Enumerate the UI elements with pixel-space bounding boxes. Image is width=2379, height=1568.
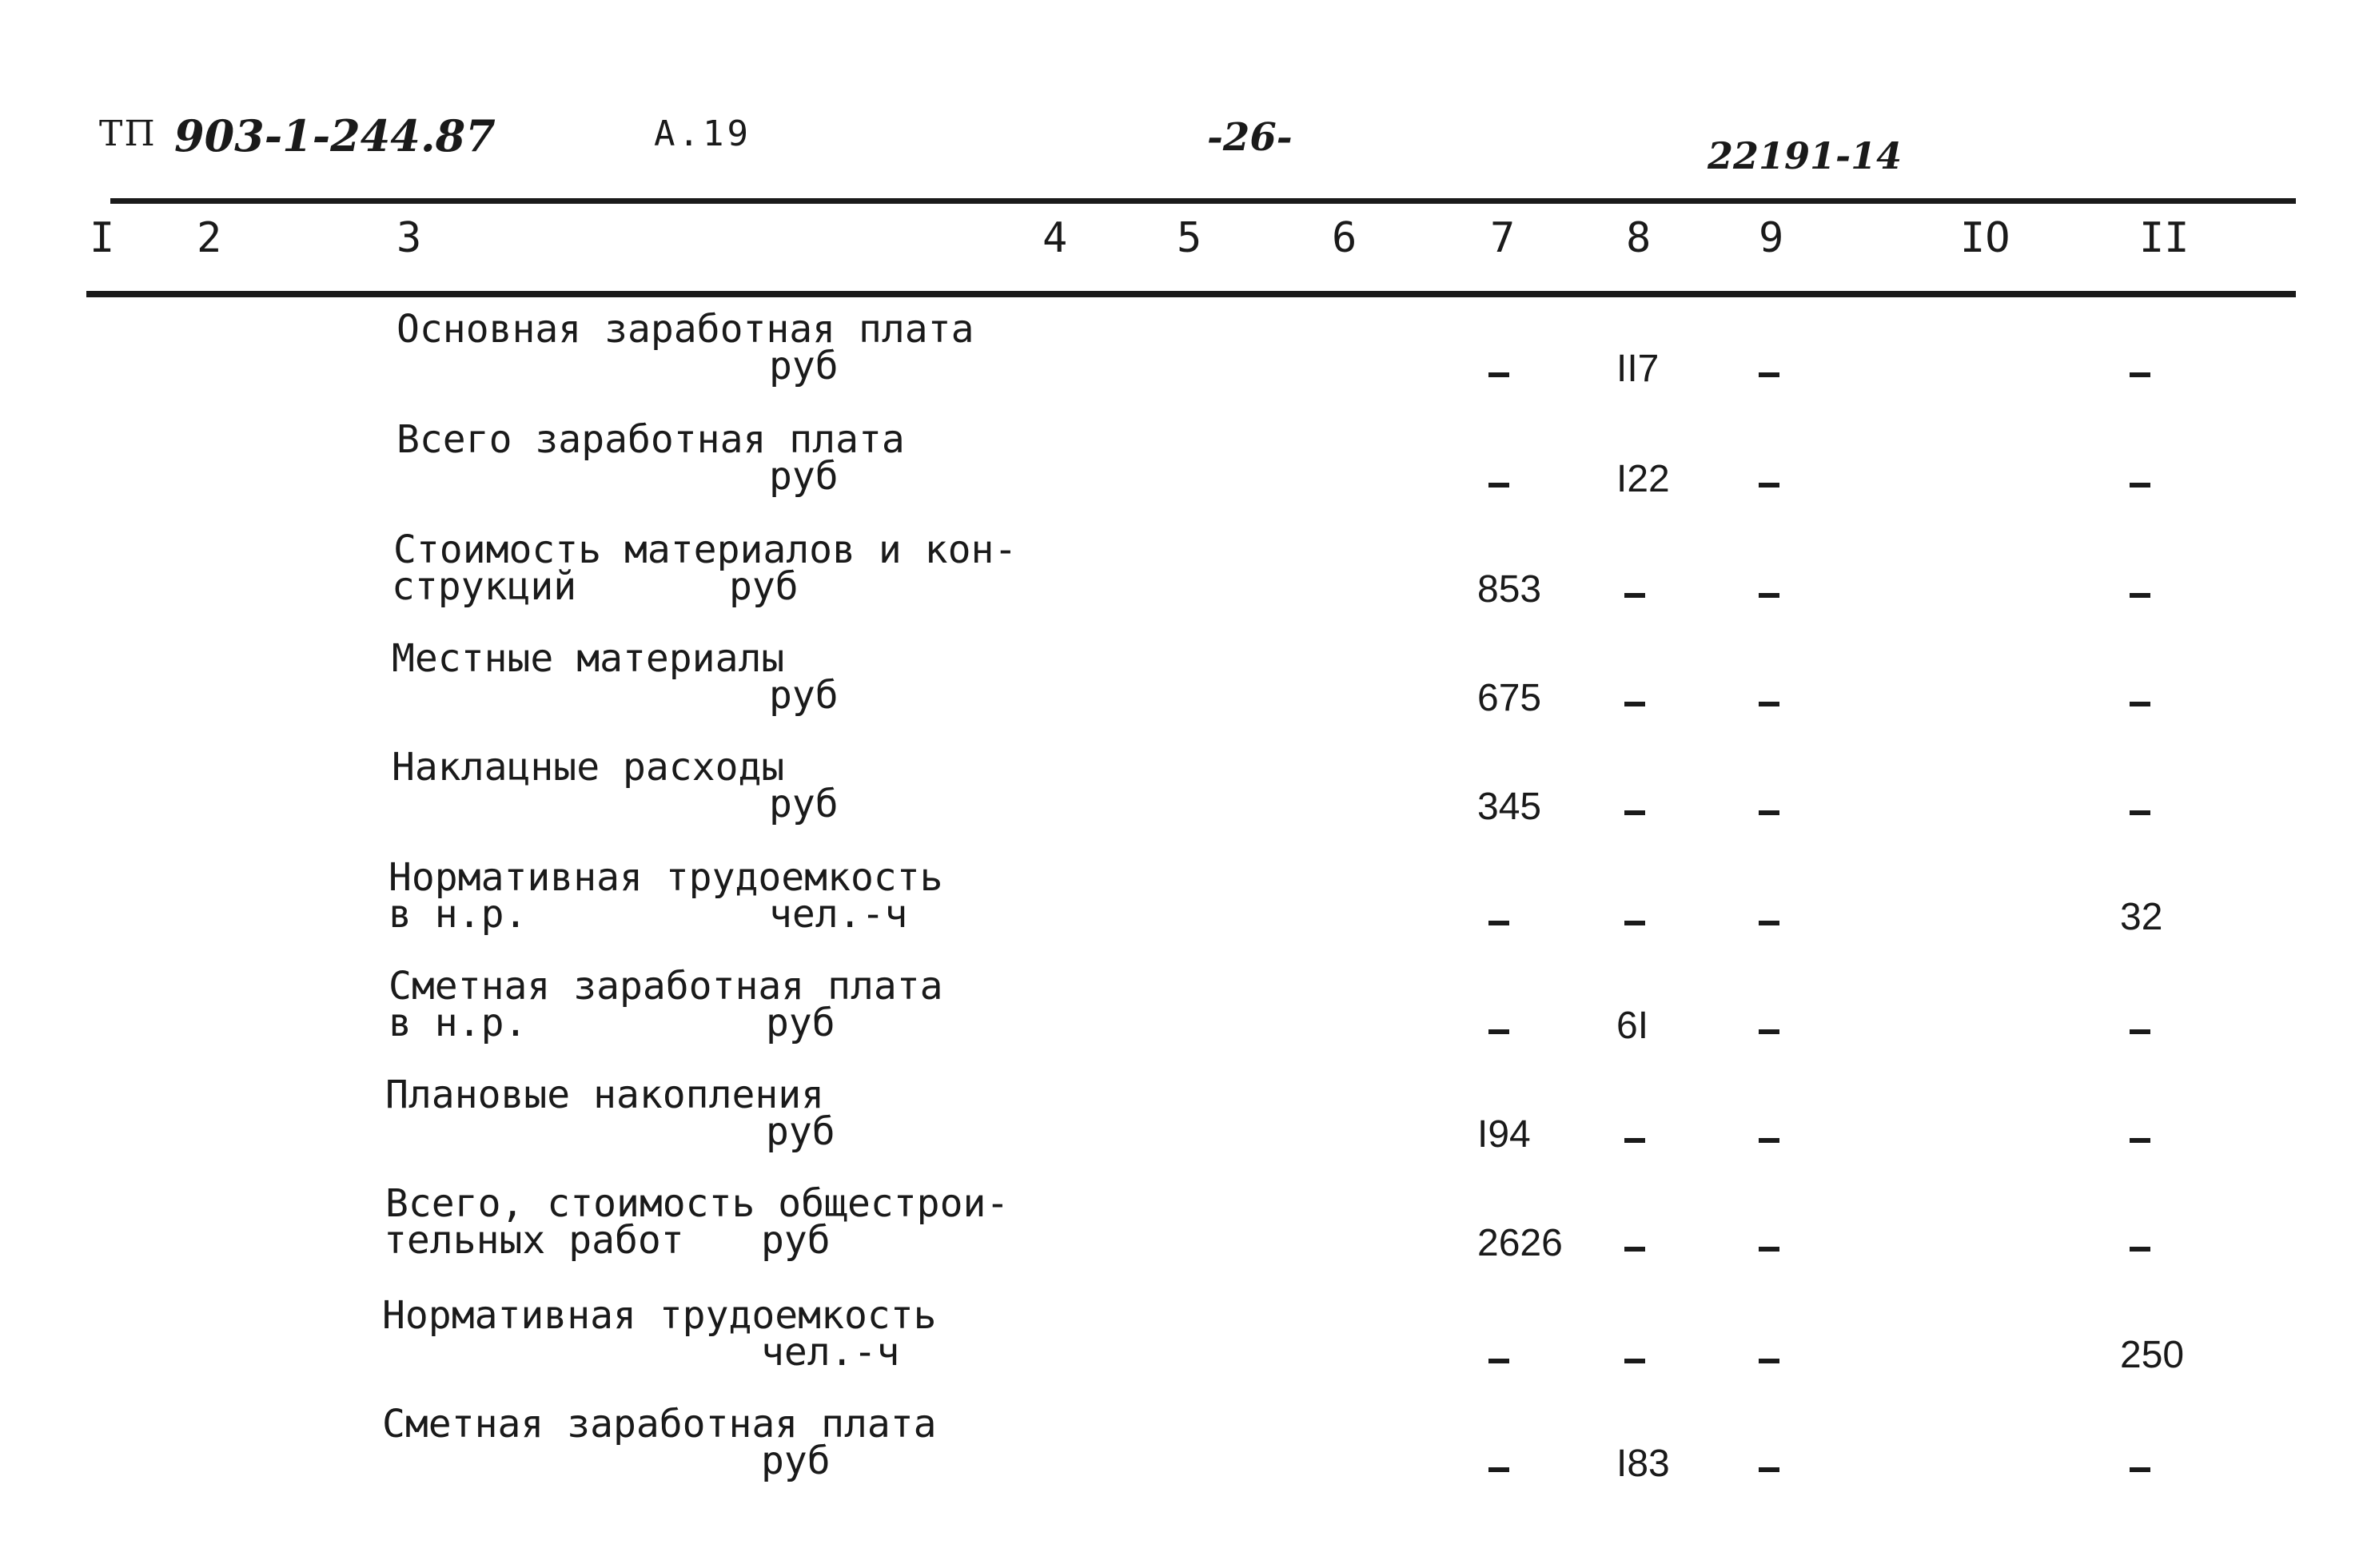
dash-mark	[1759, 1247, 1779, 1252]
row-label: Нормативная трудоемкость	[389, 855, 943, 900]
dash-mark	[1759, 1467, 1779, 1472]
dash-mark	[2130, 1247, 2150, 1252]
table-cell-c11: 250	[2120, 1334, 2185, 1376]
row-unit: руб	[769, 344, 839, 388]
table-cell-c8: I22	[1616, 458, 1670, 500]
table-top-rule	[110, 198, 2296, 204]
dash-mark	[1624, 702, 1645, 706]
column-number: 7	[1490, 214, 1516, 262]
column-number: 6	[1332, 214, 1357, 262]
table-row	[0, 1402, 2379, 1509]
column-number: II	[2139, 214, 2190, 262]
dash-mark	[1759, 483, 1779, 488]
row-label: Местные материалы	[392, 636, 785, 681]
document-number: 22191-14	[1708, 134, 1903, 177]
table-row	[0, 964, 2379, 1071]
column-number: 9	[1759, 214, 1784, 262]
dash-mark	[2130, 702, 2150, 706]
table-cell-c7: 675	[1477, 677, 1542, 719]
column-number: 2	[197, 214, 222, 262]
dash-mark	[1488, 921, 1509, 925]
table-cell-c8: 6I	[1616, 1005, 1649, 1047]
row-unit: чел.-ч	[761, 1330, 900, 1375]
dash-mark	[2130, 593, 2150, 598]
dash-mark	[1488, 483, 1509, 488]
dash-mark	[1759, 1359, 1779, 1363]
dash-mark	[1759, 372, 1779, 377]
project-code: 903-1-244.87	[174, 110, 496, 161]
table-row	[0, 636, 2379, 743]
row-unit: чел.-ч	[769, 892, 908, 937]
row-label-continuation: тельных работ	[384, 1218, 684, 1263]
row-label: Сметная заработная плата	[389, 964, 943, 1009]
row-label-continuation: в н.р.	[389, 892, 528, 937]
row-label: Всего, стоимость общестрои-	[385, 1181, 1010, 1226]
row-unit: руб	[761, 1439, 831, 1483]
table-row	[0, 1181, 2379, 1288]
row-unit: руб	[769, 782, 839, 826]
dash-mark	[1488, 1359, 1509, 1363]
dash-mark	[1759, 593, 1779, 598]
dash-mark	[2130, 1467, 2150, 1472]
dash-mark	[1759, 1138, 1779, 1143]
table-row	[0, 1293, 2379, 1400]
dash-mark	[1759, 702, 1779, 706]
column-number: 4	[1042, 214, 1068, 262]
table-cell-c7: 853	[1477, 568, 1542, 611]
table-row	[0, 745, 2379, 852]
sheet-reference: А.19	[654, 113, 751, 154]
row-unit: руб	[766, 1109, 835, 1154]
table-header-rule	[86, 291, 2296, 297]
dash-mark	[1759, 810, 1779, 815]
dash-mark	[2130, 1138, 2150, 1143]
table-row	[0, 1073, 2379, 1180]
row-label: Основная заработная плата	[396, 307, 974, 352]
dash-mark	[1624, 593, 1645, 598]
dash-mark	[1488, 1029, 1509, 1034]
row-label-continuation: струкций	[392, 564, 577, 609]
row-unit: руб	[766, 1001, 835, 1045]
dash-mark	[1624, 1247, 1645, 1252]
dash-mark	[2130, 810, 2150, 815]
table-cell-c7: 2626	[1477, 1222, 1563, 1264]
dash-mark	[1759, 1029, 1779, 1034]
column-number: 3	[396, 214, 422, 262]
row-unit: руб	[761, 1218, 831, 1263]
row-unit: руб	[769, 454, 839, 499]
row-unit: руб	[769, 673, 839, 718]
table-cell-c7: I94	[1477, 1113, 1531, 1156]
table-cell-c11: 32	[2120, 896, 2163, 938]
dash-mark	[2130, 372, 2150, 377]
row-label: Всего заработная плата	[396, 417, 905, 462]
row-label: Наклацные расходы	[392, 745, 785, 790]
row-unit: руб	[729, 564, 799, 609]
dash-mark	[2130, 483, 2150, 488]
row-label-continuation: в н.р.	[389, 1001, 528, 1045]
column-number: IO	[1960, 214, 2010, 262]
table-row	[0, 855, 2379, 962]
dash-mark	[1488, 1467, 1509, 1472]
dash-mark	[1624, 921, 1645, 925]
dash-mark	[1624, 1359, 1645, 1363]
table-row	[0, 307, 2379, 414]
table-cell-c8: I83	[1616, 1443, 1670, 1485]
row-label: Стоимость материалов и кон-	[393, 527, 1018, 572]
column-number: 5	[1177, 214, 1202, 262]
table-cell-c7: 345	[1477, 786, 1542, 828]
row-label: Плановые накопления	[385, 1073, 825, 1117]
column-number: 8	[1626, 214, 1652, 262]
doc-prefix: ТП	[99, 113, 157, 154]
dash-mark	[1488, 372, 1509, 377]
table-row	[0, 417, 2379, 524]
column-number: I	[90, 214, 115, 262]
dash-mark	[1624, 1138, 1645, 1143]
table-row	[0, 527, 2379, 635]
page-number: -26-	[1207, 115, 1293, 160]
row-label: Нормативная трудоемкость	[382, 1293, 937, 1338]
dash-mark	[1624, 810, 1645, 815]
dash-mark	[1759, 921, 1779, 925]
row-label: Сметная заработная плата	[382, 1402, 937, 1447]
table-cell-c8: II7	[1616, 348, 1660, 390]
dash-mark	[2130, 1029, 2150, 1034]
